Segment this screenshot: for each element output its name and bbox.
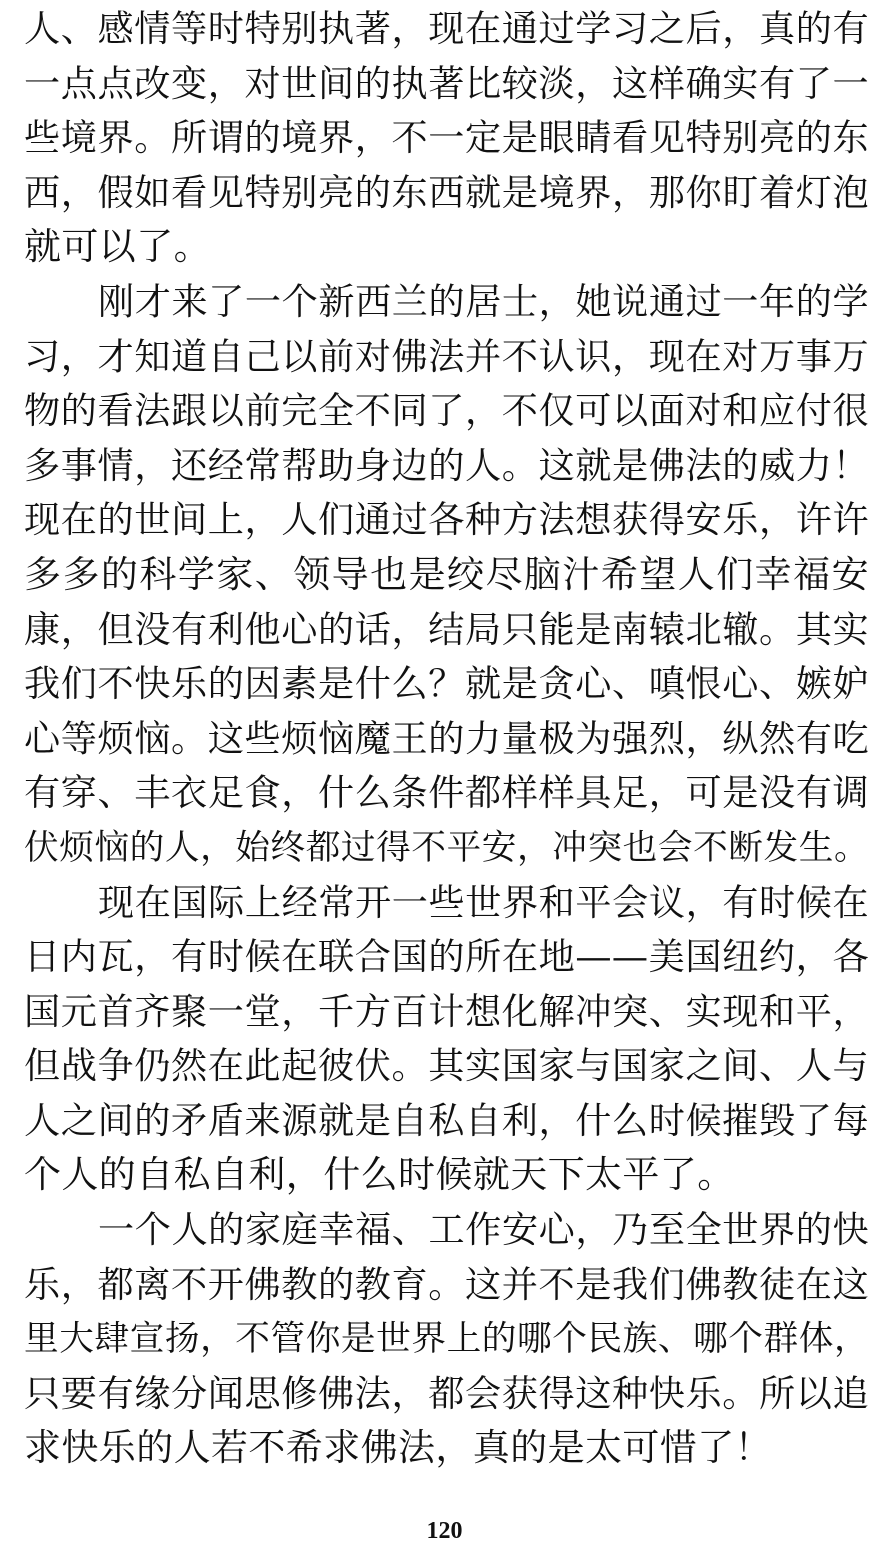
text-line: 刚才来了一个新西兰的居士，她说通过一年的学: [98, 279, 869, 323]
text-line: 西，假如看见特别亮的东西就是境界，那你盯着灯泡: [24, 170, 869, 214]
text-line: 人之间的矛盾来源就是自私自利，什么时候摧毁了每: [24, 1098, 869, 1142]
page-number: 120: [426, 1518, 463, 1544]
text-line: 一点点改变，对世间的执著比较淡，这样确实有了一: [24, 61, 869, 105]
text-line: 现在国际上经常开一些世界和平会议，有时候在: [98, 880, 869, 924]
text-line: 些境界。所谓的境界，不一定是眼睛看见特别亮的东: [24, 116, 869, 160]
text-line: 有穿、丰衣足食，什么条件都样样具足，可是没有调: [24, 771, 869, 815]
text-line: 我们不快乐的因素是什么？就是贪心、嗔恨心、嫉妒: [24, 662, 869, 706]
text-line: 伏烦恼的人，始终都过得不平安，冲突也会不断发生。: [24, 827, 869, 868]
text-line: 康，但没有利他心的话，结局只能是南辕北辙。其实: [24, 607, 869, 651]
text-line: 国元首齐聚一堂，千方百计想化解冲突、实现和平，: [24, 989, 869, 1033]
text-line: 日内瓦，有时候在联合国的所在地——美国纽约，各: [24, 935, 869, 979]
text-line: 多多的科学家、领导也是绞尽脑汁希望人们幸福安: [24, 552, 869, 596]
text-line: 乐，都离不开佛教的教育。这并不是我们佛教徒在这: [24, 1262, 869, 1306]
text-line: 现在的世间上，人们通过各种方法想获得安乐，许许: [24, 498, 869, 542]
text-line: 只要有缘分闻思修佛法，都会获得这种快乐。所以追: [24, 1371, 869, 1415]
text-line: 多事情，还经常帮助身边的人。这就是佛法的威力！: [24, 443, 869, 487]
text-line: 就可以了。: [24, 225, 211, 269]
text-line: 但战争仍然在此起彼伏。其实国家与国家之间、人与: [24, 1044, 869, 1088]
text-line: 里大肆宣扬，不管你是世界上的哪个民族、哪个群体，: [24, 1319, 869, 1360]
text-line: 一个人的家庭幸福、工作安心，乃至全世界的快: [98, 1208, 869, 1252]
body-text: [24, 2, 869, 1476]
text-line: 个人的自私自利，什么时候就天下太平了。: [24, 1153, 735, 1197]
text-line: 心等烦恼。这些烦恼魔王的力量极为强烈，纵然有吃: [24, 716, 869, 760]
text-line: 求快乐的人若不希求佛法，真的是太可惜了！: [24, 1426, 772, 1470]
text-line: 人、感情等时特别执著，现在通过学习之后，真的有: [24, 7, 869, 50]
text-line: 物的看法跟以前完全不同了，不仅可以面对和应付很: [24, 389, 869, 433]
text-line: 习，才知道自己以前对佛法并不认识，现在对万事万: [24, 334, 869, 378]
